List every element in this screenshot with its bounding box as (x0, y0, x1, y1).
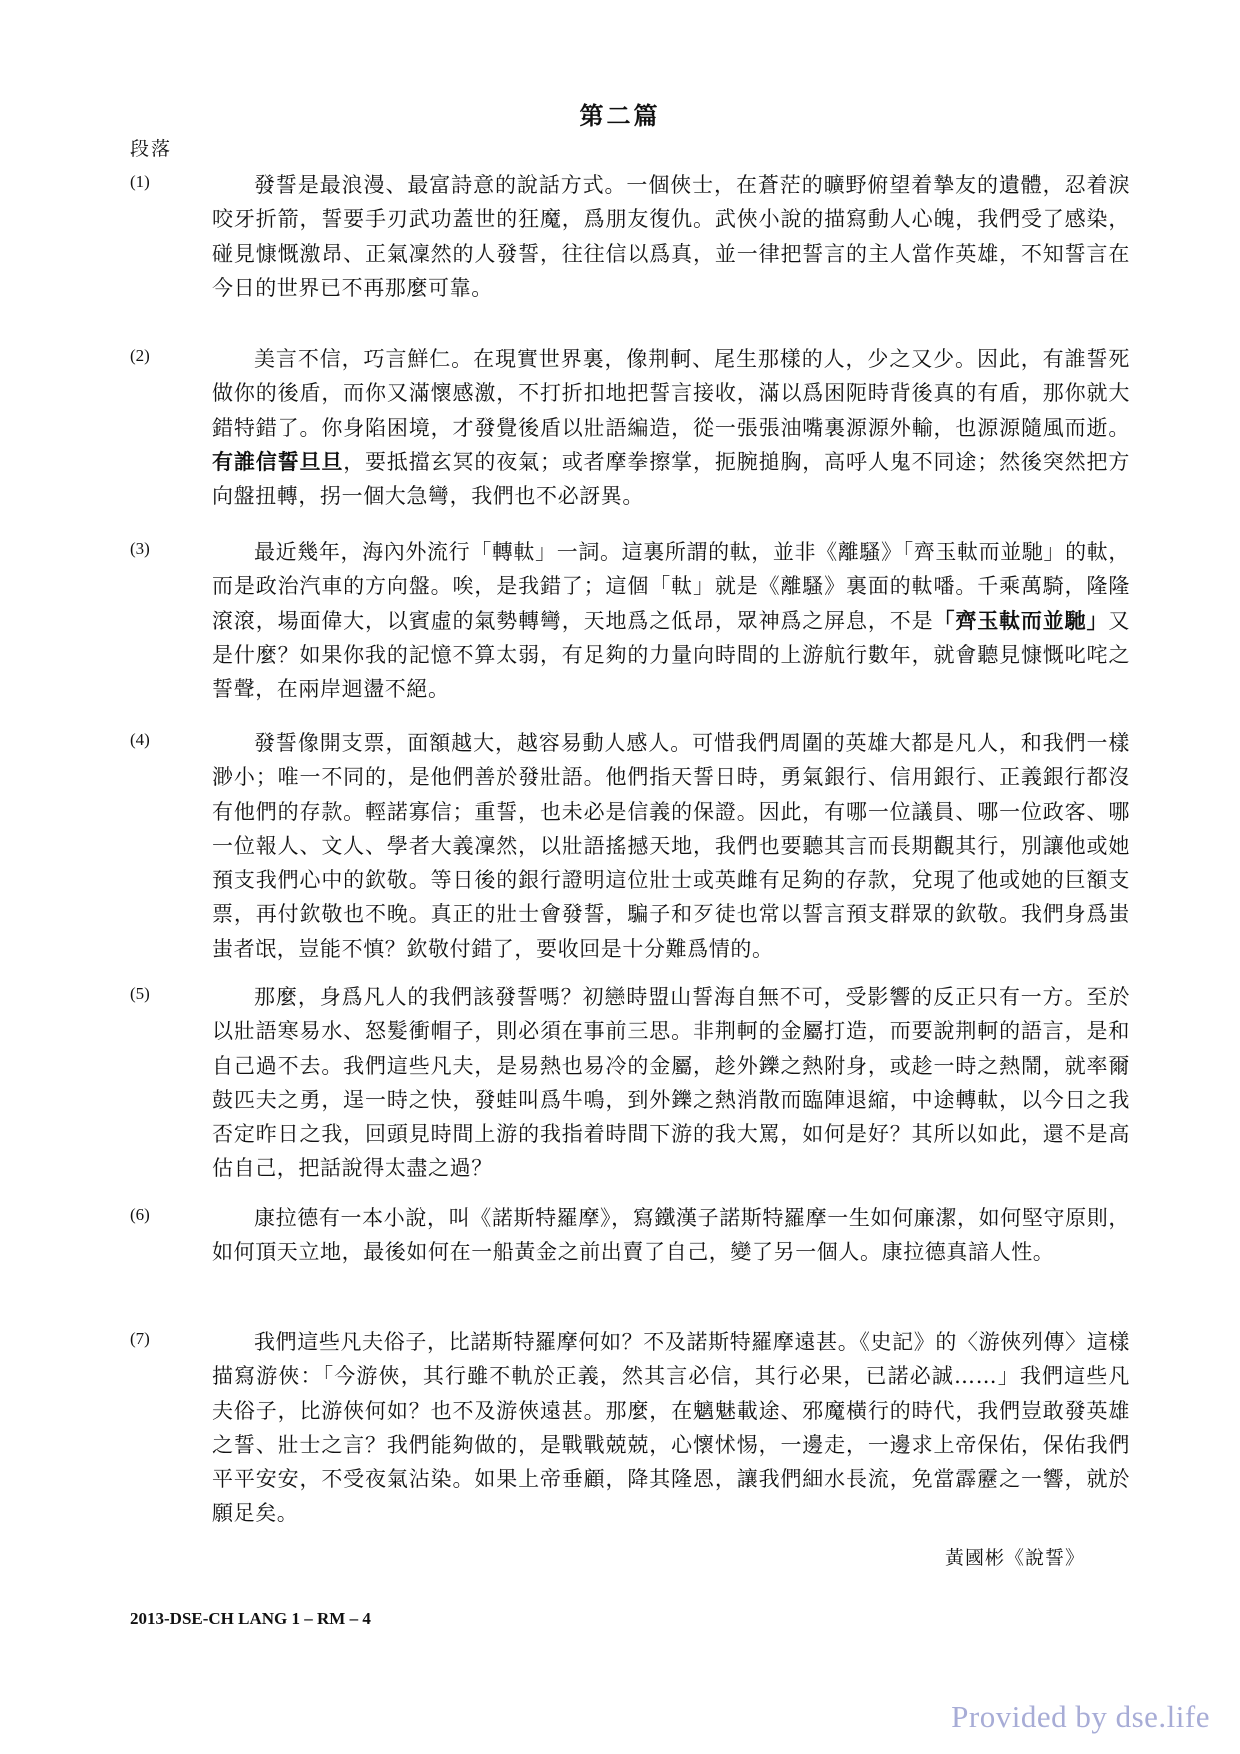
text-segment: 美言不信，巧言鮮仁。在現實世界裏，像荆軻、尾生那樣的人，少之又少。因此，有誰誓死做你的後盾，而你又滿懷感激，不打折扣地把誓言接收，滿以爲困阨時背後真的有盾，那你就大錯特錯了。你身陷困境，才發覺後盾以壯語編造，從一張張油嘴裏源源外輸，也源源隨風而逝。 (212, 347, 1130, 440)
paragraph-text: 我們這些凡夫俗子，比諾斯特羅摩何如？不及諾斯特羅摩遠甚。《史記》的〈游俠列傳〉這樣描寫游俠：「今游俠，其行雖不軌於正義，然其言必信，其行必果，已諾必誠……」我們這些凡夫俗子，比游俠何如？也不及游俠遠甚。那麼，在魑魅載途、邪魔橫行的時代，我們豈敢發英雄之誓、壯士之言？我們能夠做的，是戰戰兢兢，心懷怵惕，一邊走，一邊求上帝保佑，保佑我們平平安安，不受夜氣沾染。如果上帝垂顧，降其隆恩，讓我們細水長流，免當霹靂之一響，就於願足矣。 (212, 1330, 1130, 1526)
paragraph-number: (4) (130, 730, 150, 749)
paragraph-4 (130, 726, 1130, 966)
text-segment: 又是什麼？如果你我的記憶不算太弱，有足夠的力量向時間的上游航行數年，就會聽見慷慨叱咤之誓聲，在兩岸迴盪不絕。 (212, 608, 1130, 702)
paragraph-text (212, 342, 1130, 513)
paragraph-1 (130, 168, 1130, 305)
paragraph-number: (2) (130, 346, 150, 365)
paragraph-5 (130, 980, 1130, 1186)
source-citation: 黃國彬《說誓》 (944, 1547, 1085, 1569)
text-segment: 最近幾年，海內外流行「轉軚」一詞。這裏所謂的軚，並非《離騷》「齊玉軚而並馳」的軚，而是政治汽車的方向盤。唉，是我錯了；這個「軚」就是《離騷》裏面的軚噃。千乘萬騎，隆隆滾滾，場面偉大，以賓虛的氣勢轉彎，天地爲之低昂，眾神爲之屏息，不是 (212, 540, 1130, 633)
text-segment: ，要抵擋玄冥的夜氣；或者摩拳擦掌，扼腕搥胸，高呼人鬼不同途；然後突然把方向盤扭轉，拐一個大急彎，我們也不必訝異。 (212, 449, 1130, 509)
page-footer: 2013-DSE-CH LANG 1 – RM – 4 (130, 1609, 371, 1628)
watermark: Provided by dse.life (951, 1699, 1210, 1734)
paragraph-text: 康拉德有一本小說，叫《諾斯特羅摩》，寫鐵漢子諾斯特羅摩一生如何廉潔，如何堅守原則，如何頂天立地，最後如何在一船黃金之前出賣了自己，變了另一個人。康拉德真諳人性。 (212, 1206, 1130, 1265)
paragraph-number: (6) (130, 1205, 150, 1224)
paragraph-6 (130, 1201, 1130, 1270)
bold-phrase: 有誰信誓旦旦 (212, 448, 344, 474)
paragraph-3 (130, 535, 1130, 706)
paragraph-number: (5) (130, 984, 150, 1003)
paragraph-text: 發誓是最浪漫、最富詩意的說話方式。一個俠士，在蒼茫的曠野俯望着摯友的遺體，忍着淚咬牙折箭，誓要手刃武功蓋世的狂魔，爲朋友復仇。武俠小說的描寫動人心魄，我們受了感染，碰見慷慨激昂、正氣凜然的人發誓，往往信以爲真，並一律把誓言的主人當作英雄，不知誓言在今日的世界已不再那麼可靠。 (212, 173, 1130, 300)
paragraph-text: 發誓像開支票，面額越大，越容易動人感人。可惜我們周圍的英雄大都是凡人，和我們一樣渺小；唯一不同的，是他們善於發壯語。他們指天誓日時，勇氣銀行、信用銀行、正義銀行都沒有他們的存款。輕諾寡信；重誓，也未必是信義的保證。因此，有哪一位議員、哪一位政客、哪一位報人、文人、學者大義凜然，以壯語搖撼天地，我們也要聽其言而長期觀其行，別讓他或她預支我們心中的欽敬。等日後的銀行證明這位壯士或英雌有足夠的存款，兌現了他或她的巨額支票，再付欽敬也不晚。真正的壯士會發誓，騙子和歹徒也常以誓言預支群眾的欽敬。我們身爲蚩蚩者氓，豈能不慎？欽敬付錯了，要收回是十分難爲情的。 (212, 731, 1130, 961)
paragraph-number: (1) (130, 172, 150, 191)
page-title: 第二篇 (579, 101, 661, 130)
paragraph-text (212, 535, 1130, 706)
paragraph-number: (3) (130, 539, 150, 558)
bold-phrase: 「齊玉軚而並馳」 (933, 607, 1109, 633)
paragraph-text: 那麼，身爲凡人的我們該發誓嗎？初戀時盟山誓海自無不可，受影響的反正只有一方。至於以壯語寒易水、怒髮衝帽子，則必須在事前三思。非荆軻的金屬打造，而要說荆軻的語言，是和自己過不去。我們這些凡夫，是易熱也易冷的金屬，趁外鑠之熱附身，或趁一時之熱鬧，就率爾鼓匹夫之勇，逞一時之快，發蛙叫爲牛鳴，到外鑠之熱消散而臨陣退縮，中途轉軚，以今日之我否定昨日之我，回頭見時間上游的我指着時間下游的我大罵，如何是好？其所以如此，還不是高估自己，把話說得太盡之過？ (212, 985, 1130, 1181)
paragraph-2 (130, 342, 1130, 513)
section-label: 段落 (130, 138, 173, 160)
paragraph-7 (130, 1325, 1130, 1531)
paragraph-number: (7) (130, 1329, 150, 1348)
